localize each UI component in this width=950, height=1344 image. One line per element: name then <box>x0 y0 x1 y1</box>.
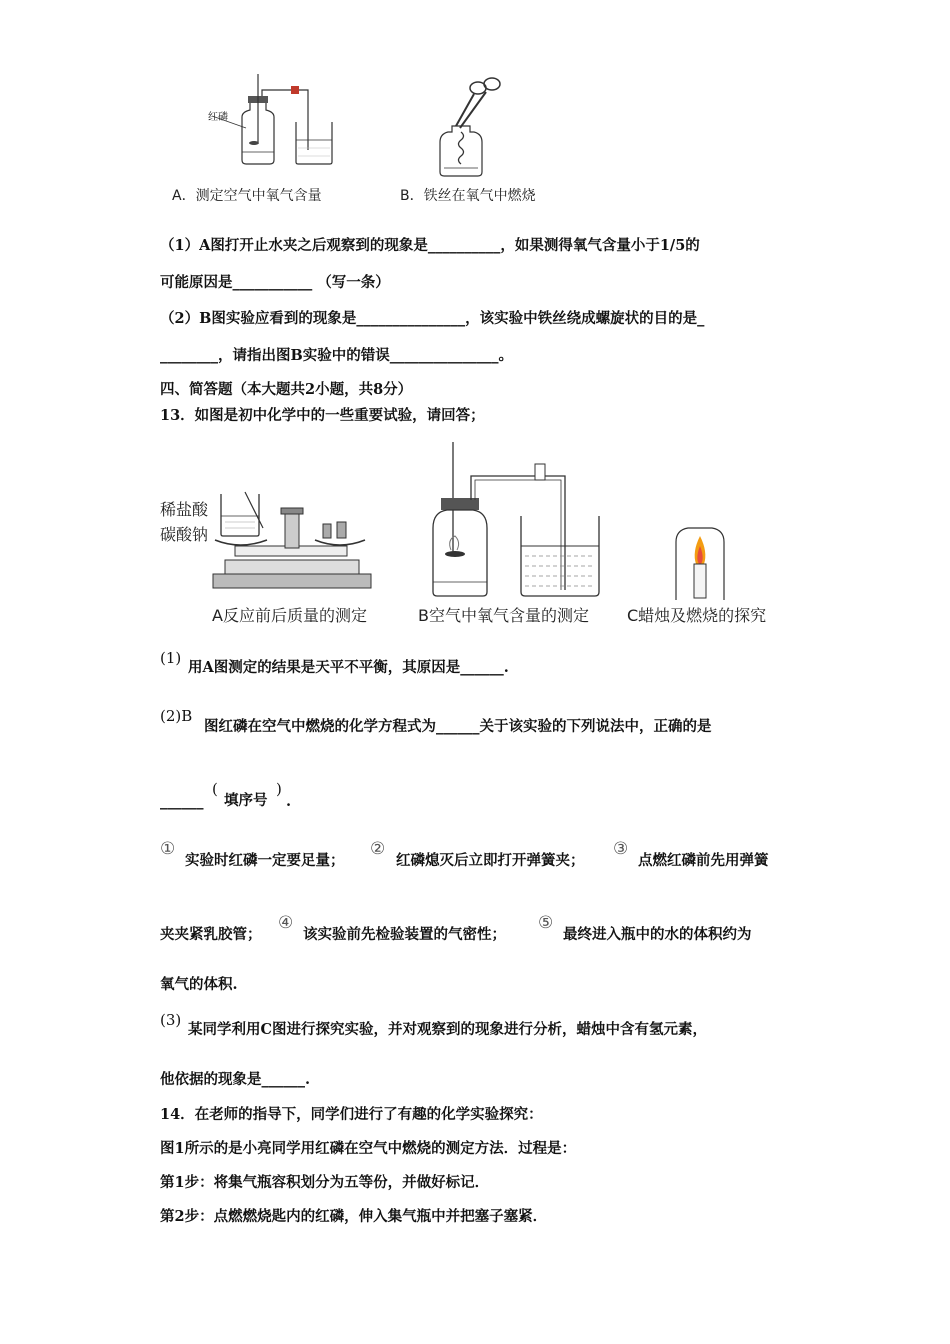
q12-part1-line2: 可能原因是___________ （写一条） <box>160 274 390 291</box>
option-1-text: 实验时红磷一定要足量； <box>185 852 345 869</box>
q13-intro: 13．如图是初中化学中的一些重要试验，请回答； <box>160 407 485 424</box>
section-heading: 四、简答题（本大题共2小题，共8分） <box>160 381 413 398</box>
q13-sub2-fill-hint: 填序号 <box>224 792 268 809</box>
q14-step-2: 第2步：点燃燃烧匙内的红磷，伸入集气瓶中并把塞子塞紧． <box>160 1208 548 1225</box>
option-5-mark: ⑤ <box>538 913 554 933</box>
option-4-text: 该实验前先检验装置的气密性； <box>303 926 506 943</box>
q13-sub2-paren-open: ( <box>212 780 218 798</box>
fig2-caption-c: C蜡烛及燃烧的探究 <box>627 606 767 625</box>
figure-2-apparatus-c <box>670 522 730 600</box>
q14-figure-description: 图1所示的是小亮同学用红磷在空气中燃烧的测定方法．过程是： <box>160 1140 577 1157</box>
q13-sub3-continued: 他依据的现象是______. <box>160 1071 311 1088</box>
label-red-phosphorus: 红磷 <box>208 112 228 123</box>
q13-sub2-mark: (2)B <box>160 707 193 725</box>
q12-part2-line2: ________，请指出图B实验中的错误_______________。 <box>160 347 514 364</box>
figure-2-apparatus-b <box>425 442 615 600</box>
fig1-caption-a: A．测定空气中氧气含量 <box>172 188 322 204</box>
figure-2-apparatus-a <box>205 488 380 598</box>
q13-sub3-mark: (3) <box>160 1011 182 1029</box>
q13-sub2-text: 图红磷在空气中燃烧的化学方程式为______关于该实验的下列说法中，正确的是 <box>204 718 712 735</box>
q13-sub2-paren-close: ) <box>276 780 282 798</box>
option-1-mark: ① <box>160 839 176 859</box>
q13-sub1-text: 用A图测定的结果是天平不平衡，其原因是______. <box>188 659 509 676</box>
option-5-continued: 氧气的体积. <box>160 976 238 993</box>
option-4-mark: ④ <box>278 913 294 933</box>
q12-part2-line1: （2）B图实验应看到的现象是_______________，该实验中铁丝绕成螺旋状的目的是_ <box>160 310 705 327</box>
fig2-caption-a: A反应前后质量的测定 <box>212 606 367 625</box>
q13-sub2-end: . <box>286 793 292 810</box>
option-3-continued: 夹夹紧乳胶管； <box>160 926 262 943</box>
q14-intro: 14．在老师的指导下，同学们进行了有趣的化学实验探究： <box>160 1106 543 1123</box>
option-2-mark: ② <box>370 839 386 859</box>
option-3-mark: ③ <box>613 839 629 859</box>
q13-sub2-blank: ______ <box>160 793 204 810</box>
figure-1-apparatus-b <box>430 72 510 182</box>
q14-step-1: 第1步：将集气瓶容积划分为五等份，并做好标记． <box>160 1174 490 1191</box>
fig1-caption-b: B．铁丝在氧气中燃烧 <box>400 188 536 204</box>
q12-part1-line1: （1）A图打开止水夹之后观察到的现象是__________，如果测得氧气含量小于1/5的 <box>160 237 700 254</box>
q13-sub1-mark: (1) <box>160 649 182 667</box>
option-2-text: 红磷熄灭后立即打开弹簧夹； <box>396 852 585 869</box>
option-3-text: 点燃红磷前先用弹簧 <box>638 852 769 869</box>
label-sodium-carbonate: 碳酸钠 <box>160 525 209 544</box>
q13-sub3-text: 某同学利用C图进行探究实验，并对观察到的现象进行分析，蜡烛中含有氢元素， <box>188 1021 708 1038</box>
fig2-caption-b: B空气中氧气含量的测定 <box>418 606 589 625</box>
option-5-text: 最终进入瓶中的水的体积约为 <box>563 926 752 943</box>
label-hydrochloric-acid: 稀盐酸 <box>160 500 209 519</box>
